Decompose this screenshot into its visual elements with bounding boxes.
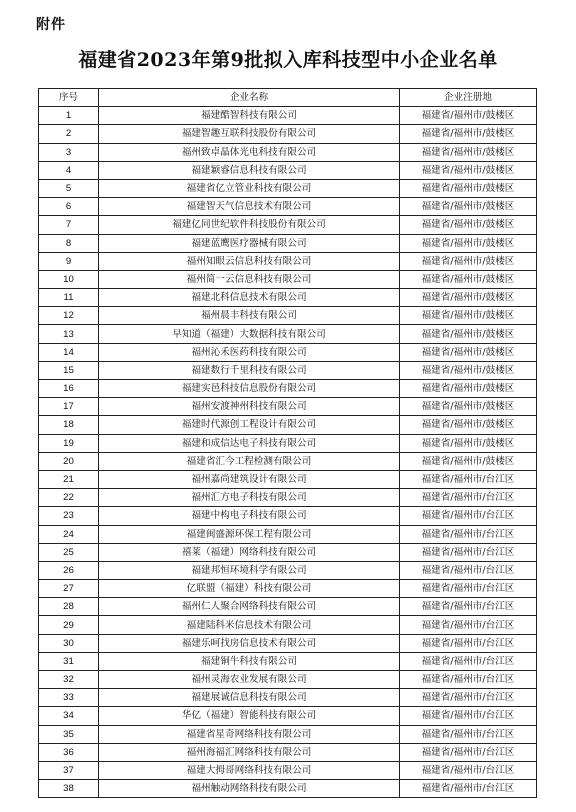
- table-row: [39, 671, 537, 689]
- serial-number-cell: 20: [39, 452, 99, 470]
- registered-location-cell: 福建省/福州市/鼓楼区: [400, 452, 537, 470]
- table-row: [39, 434, 537, 452]
- company-name-cell: 华亿（福建）智能科技有限公司: [99, 707, 400, 725]
- registered-location-cell: 福建省/福州市/台江区: [400, 780, 537, 798]
- serial-number-cell: 29: [39, 616, 99, 634]
- registered-location-cell: 福建省/福州市/鼓楼区: [400, 252, 537, 270]
- table-row: [39, 452, 537, 470]
- table-row: [39, 634, 537, 652]
- table-row: [39, 598, 537, 616]
- company-name-cell: 福建展诚信息科技有限公司: [99, 689, 400, 707]
- registered-location-cell: 福建省/福州市/台江区: [400, 598, 537, 616]
- company-name-cell: 福州灵海农业发展有限公司: [99, 671, 400, 689]
- serial-number-cell: 37: [39, 761, 99, 779]
- header-registered-location: 企业注册地: [400, 89, 537, 107]
- serial-number-cell: 26: [39, 561, 99, 579]
- registered-location-cell: 福建省/福州市/台江区: [400, 507, 537, 525]
- registered-location-cell: 福建省/福州市/台江区: [400, 689, 537, 707]
- attachment-label: 附件: [36, 17, 66, 33]
- registered-location-cell: 福建省/福州市/台江区: [400, 561, 537, 579]
- serial-number-cell: 19: [39, 434, 99, 452]
- serial-number-cell: 8: [39, 234, 99, 252]
- company-name-cell: 福建和成信达电子科技有限公司: [99, 434, 400, 452]
- company-name-cell: 福州知眼云信息科技有限公司: [99, 252, 400, 270]
- table-row: [39, 652, 537, 670]
- serial-number-cell: 28: [39, 598, 99, 616]
- table-row: [39, 161, 537, 179]
- registered-location-cell: 福建省/福州市/台江区: [400, 470, 537, 488]
- registered-location-cell: 福建省/福州市/鼓楼区: [400, 361, 537, 379]
- registered-location-cell: 福建省/福州市/鼓楼区: [400, 380, 537, 398]
- registered-location-cell: 福建省/福州市/鼓楼区: [400, 107, 537, 125]
- serial-number-cell: 36: [39, 743, 99, 761]
- serial-number-cell: 9: [39, 252, 99, 270]
- company-name-cell: 福建亿同世纪软件科技股份有限公司: [99, 216, 400, 234]
- registered-location-cell: 福建省/福州市/鼓楼区: [400, 270, 537, 288]
- serial-number-cell: 12: [39, 307, 99, 325]
- table-body: [39, 107, 537, 798]
- registered-location-cell: 福建省/福州市/台江区: [400, 743, 537, 761]
- company-name-cell: 福州触动网络科技有限公司: [99, 780, 400, 798]
- registered-location-cell: 福建省/福州市/台江区: [400, 707, 537, 725]
- company-name-cell: 福建颖睿信息科技有限公司: [99, 161, 400, 179]
- table-row: [39, 107, 537, 125]
- serial-number-cell: 30: [39, 634, 99, 652]
- registered-location-cell: 福建省/福州市/鼓楼区: [400, 416, 537, 434]
- serial-number-cell: 14: [39, 343, 99, 361]
- table-row: [39, 325, 537, 343]
- company-name-cell: 福州晨丰科技有限公司: [99, 307, 400, 325]
- registered-location-cell: 福建省/福州市/台江区: [400, 671, 537, 689]
- registered-location-cell: 福建省/福州市/鼓楼区: [400, 398, 537, 416]
- table-row: [39, 398, 537, 416]
- registered-location-cell: 福建省/福州市/鼓楼区: [400, 343, 537, 361]
- serial-number-cell: 11: [39, 289, 99, 307]
- company-name-cell: 福建智天气信息技术有限公司: [99, 198, 400, 216]
- serial-number-cell: 31: [39, 652, 99, 670]
- registered-location-cell: 福建省/福州市/鼓楼区: [400, 179, 537, 197]
- company-name-cell: 福建智趣互联科技股份有限公司: [99, 125, 400, 143]
- company-name-cell: 福州致卓晶体光电科技有限公司: [99, 143, 400, 161]
- serial-number-cell: 10: [39, 270, 99, 288]
- serial-number-cell: 35: [39, 725, 99, 743]
- serial-number-cell: 1: [39, 107, 99, 125]
- company-name-cell: 福建酷智科技有限公司: [99, 107, 400, 125]
- serial-number-cell: 16: [39, 380, 99, 398]
- registered-location-cell: 福建省/福州市/鼓楼区: [400, 143, 537, 161]
- registered-location-cell: 福建省/福州市/鼓楼区: [400, 434, 537, 452]
- registered-location-cell: 福建省/福州市/鼓楼区: [400, 198, 537, 216]
- company-name-cell: 早知道（福建）大数据科技有限公司: [99, 325, 400, 343]
- table-row: [39, 725, 537, 743]
- serial-number-cell: 6: [39, 198, 99, 216]
- table-row: [39, 416, 537, 434]
- serial-number-cell: 4: [39, 161, 99, 179]
- table-row: [39, 307, 537, 325]
- serial-number-cell: 2: [39, 125, 99, 143]
- registered-location-cell: 福建省/福州市/台江区: [400, 725, 537, 743]
- registered-location-cell: 福建省/福州市/台江区: [400, 634, 537, 652]
- table-row: [39, 179, 537, 197]
- table-row: [39, 198, 537, 216]
- company-name-cell: 福建闽盛源环保工程有限公司: [99, 525, 400, 543]
- serial-number-cell: 33: [39, 689, 99, 707]
- document-title: 福建省2023年第9批拟入库科技型中小企业名单: [78, 49, 498, 71]
- registered-location-cell: 福建省/福州市/台江区: [400, 580, 537, 598]
- registered-location-cell: 福建省/福州市/鼓楼区: [400, 161, 537, 179]
- header-serial-number: 序号: [39, 89, 99, 107]
- company-name-cell: 福州嘉尚建筑设计有限公司: [99, 470, 400, 488]
- company-name-cell: 福建中构电子科技有限公司: [99, 507, 400, 525]
- serial-number-cell: 32: [39, 671, 99, 689]
- table-header-row: [39, 89, 537, 107]
- company-name-cell: 福建陆科米信息技术有限公司: [99, 616, 400, 634]
- registered-location-cell: 福建省/福州市/鼓楼区: [400, 325, 537, 343]
- table-row: [39, 580, 537, 598]
- company-name-cell: 福建数行千里科技有限公司: [99, 361, 400, 379]
- header-company-name: 企业名称: [99, 89, 400, 107]
- registered-location-cell: 福建省/福州市/鼓楼区: [400, 289, 537, 307]
- table-row: [39, 125, 537, 143]
- table-row: [39, 380, 537, 398]
- table-row: [39, 234, 537, 252]
- company-name-cell: 福建实邑科技信息股份有限公司: [99, 380, 400, 398]
- company-name-cell: 福建省汇今工程检测有限公司: [99, 452, 400, 470]
- company-list-table: [38, 88, 537, 798]
- registered-location-cell: 福建省/福州市/鼓楼区: [400, 307, 537, 325]
- company-name-cell: 禧莱（福建）网络科技有限公司: [99, 543, 400, 561]
- serial-number-cell: 3: [39, 143, 99, 161]
- serial-number-cell: 15: [39, 361, 99, 379]
- serial-number-cell: 13: [39, 325, 99, 343]
- registered-location-cell: 福建省/福州市/台江区: [400, 489, 537, 507]
- table-row: [39, 689, 537, 707]
- serial-number-cell: 18: [39, 416, 99, 434]
- company-name-cell: 福州海福汇网络科技有限公司: [99, 743, 400, 761]
- table-row: [39, 361, 537, 379]
- serial-number-cell: 25: [39, 543, 99, 561]
- table-row: [39, 470, 537, 488]
- registered-location-cell: 福建省/福州市/台江区: [400, 543, 537, 561]
- registered-location-cell: 福建省/福州市/台江区: [400, 652, 537, 670]
- registered-location-cell: 福建省/福州市/台江区: [400, 761, 537, 779]
- table-row: [39, 543, 537, 561]
- table-row: [39, 507, 537, 525]
- registered-location-cell: 福建省/福州市/鼓楼区: [400, 125, 537, 143]
- company-name-cell: 福州仁人聚合网络科技有限公司: [99, 598, 400, 616]
- table-row: [39, 616, 537, 634]
- table-row: [39, 143, 537, 161]
- table-row: [39, 343, 537, 361]
- serial-number-cell: 7: [39, 216, 99, 234]
- table-row: [39, 489, 537, 507]
- table-row: [39, 761, 537, 779]
- registered-location-cell: 福建省/福州市/鼓楼区: [400, 234, 537, 252]
- company-name-cell: 福建铜牛科技有限公司: [99, 652, 400, 670]
- serial-number-cell: 38: [39, 780, 99, 798]
- table-row: [39, 525, 537, 543]
- table-row: [39, 270, 537, 288]
- serial-number-cell: 22: [39, 489, 99, 507]
- registered-location-cell: 福建省/福州市/台江区: [400, 525, 537, 543]
- registered-location-cell: 福建省/福州市/台江区: [400, 616, 537, 634]
- serial-number-cell: 34: [39, 707, 99, 725]
- company-name-cell: 福建邦恒环境科学有限公司: [99, 561, 400, 579]
- serial-number-cell: 17: [39, 398, 99, 416]
- table-row: [39, 707, 537, 725]
- company-name-cell: 福州沁禾医药科技有限公司: [99, 343, 400, 361]
- company-name-cell: 福建蓝鹰医疗器械有限公司: [99, 234, 400, 252]
- company-name-cell: 福建省亿立管业科技有限公司: [99, 179, 400, 197]
- company-name-cell: 福建乐呵找房信息技术有限公司: [99, 634, 400, 652]
- serial-number-cell: 5: [39, 179, 99, 197]
- table-row: [39, 780, 537, 798]
- table-row: [39, 252, 537, 270]
- serial-number-cell: 21: [39, 470, 99, 488]
- table-row: [39, 743, 537, 761]
- company-name-cell: 福建大拇哥网络科技有限公司: [99, 761, 400, 779]
- company-name-cell: 福州简一云信息科技有限公司: [99, 270, 400, 288]
- company-name-cell: 福建北科信息技术有限公司: [99, 289, 400, 307]
- company-name-cell: 福州安渡神州科技有限公司: [99, 398, 400, 416]
- company-name-cell: 福建省星奇网络科技有限公司: [99, 725, 400, 743]
- table-row: [39, 561, 537, 579]
- serial-number-cell: 27: [39, 580, 99, 598]
- table-row: [39, 289, 537, 307]
- company-name-cell: 福州汇方电子科技有限公司: [99, 489, 400, 507]
- company-name-cell: 福建时代源创工程设计有限公司: [99, 416, 400, 434]
- registered-location-cell: 福建省/福州市/鼓楼区: [400, 216, 537, 234]
- company-name-cell: 亿联盟（福建）科技有限公司: [99, 580, 400, 598]
- serial-number-cell: 23: [39, 507, 99, 525]
- table-row: [39, 216, 537, 234]
- serial-number-cell: 24: [39, 525, 99, 543]
